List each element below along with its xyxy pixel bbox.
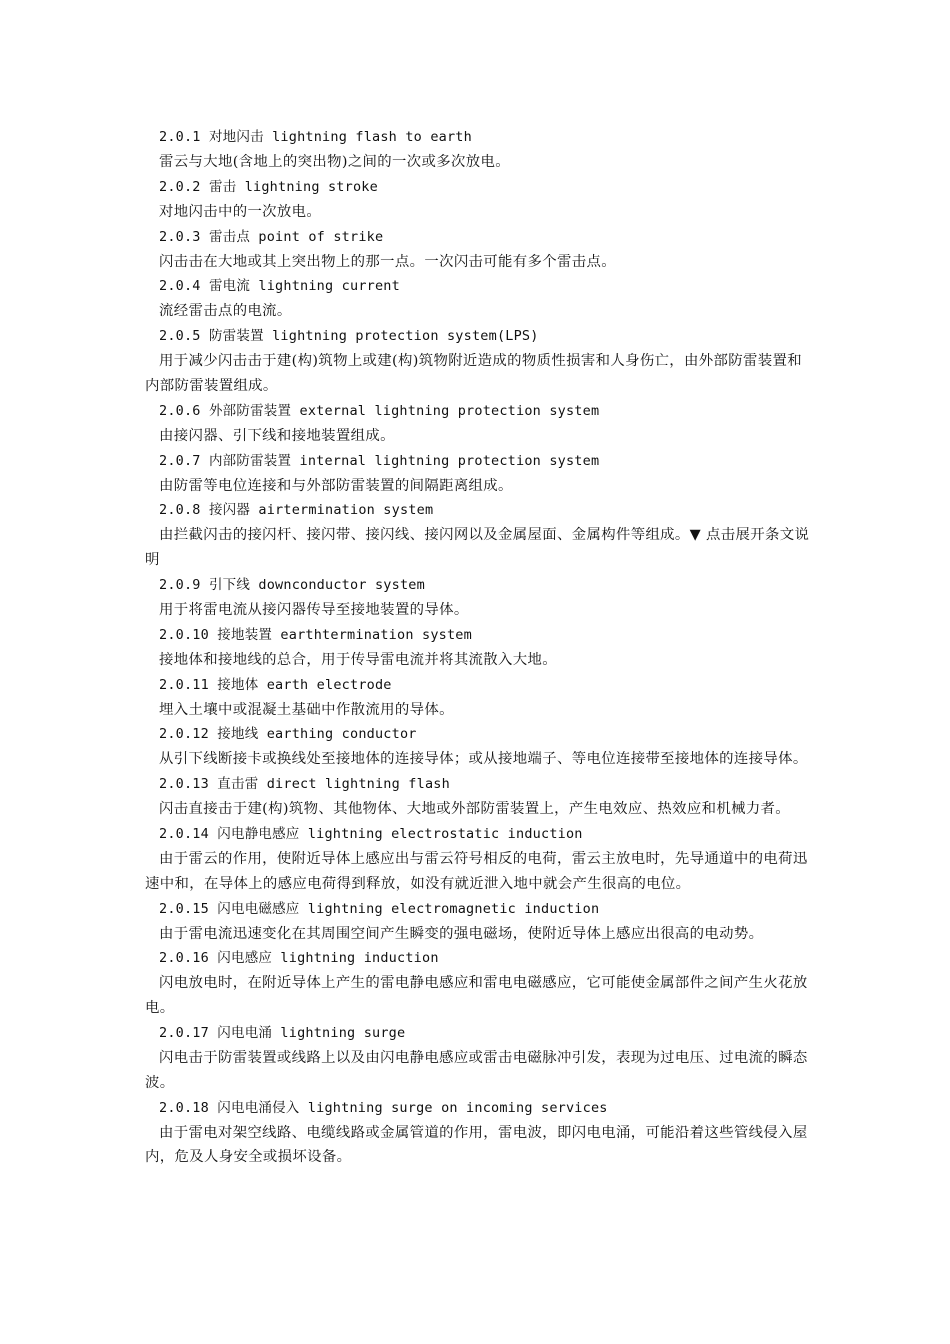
- entry-2-0-17: [145, 1021, 815, 1096]
- term-definition: 由于雷电流迅速变化在其周围空间产生瞬变的强电磁场，使附近导体上感应出很高的电动势。: [159, 925, 764, 942]
- term-definition: 由于雷电对架空线路、电缆线路或金属管道的作用，雷电波，即闪电电涌，可能沿着这些管线侵入屋内，危及人身安全或损坏设备。: [145, 1124, 808, 1166]
- term-definition: 对地闪击中的一次放电。: [159, 203, 322, 220]
- entry-2-0-5: [145, 324, 815, 399]
- term-definition: 闪电击于防雷装置或线路上以及由闪电静电感应或雷击电磁脉冲引发，表现为过电压、过电流的瞬态波。: [145, 1049, 808, 1091]
- term-definition: 用于将雷电流从接闪器传导至接地装置的导体。: [159, 601, 469, 618]
- term-heading: 2.0.14 闪电静电感应 lightning electrostatic induction: [159, 825, 583, 842]
- term-heading: 2.0.16 闪电感应 lightning induction: [159, 950, 439, 967]
- term-heading: 2.0.6 外部防雷装置 external lightning protection system: [159, 402, 600, 419]
- term-heading: 2.0.13 直击雷 direct lightning flash: [159, 776, 450, 793]
- term-definition: 接地体和接地线的总合，用于传导雷电流并将其流散入大地。: [159, 651, 557, 668]
- term-definition: 由防雷等电位连接和与外部防雷装置的间隔距离组成。: [159, 477, 513, 494]
- term-heading: 2.0.10 接地装置 earthtermination system: [159, 626, 472, 643]
- term-definition[interactable]: 由拦截闪击的接闪杆、接闪带、接闪线、接闪网以及金属屋面、金属构件等组成。▼ 点击展开条文说明: [145, 527, 810, 569]
- term-definition: 闪击击在大地或其上突出物上的那一点。一次闪击可能有多个雷击点。: [159, 253, 616, 270]
- term-definition: 由于雷云的作用，使附近导体上感应出与雷云符号相反的电荷，雷云主放电时，先导通道中的电荷迅速中和，在导体上的感应电荷得到释放，如没有就近泄入地中就会产生很高的电位。: [145, 850, 808, 892]
- term-heading: 2.0.18 闪电电涌侵入 lightning surge on incoming services: [159, 1099, 608, 1116]
- entry-2-0-18: [145, 1096, 815, 1171]
- term-definition: 埋入土壤中或混凝土基础中作散流用的导体。: [159, 701, 454, 718]
- entry-2-0-15: [145, 897, 815, 947]
- entry-2-0-3: [145, 225, 815, 275]
- entry-2-0-14: [145, 822, 815, 897]
- term-heading: 2.0.2 雷击 lightning stroke: [159, 178, 378, 195]
- term-heading: 2.0.17 闪电电涌 lightning surge: [159, 1024, 406, 1041]
- entry-2-0-6: [145, 399, 815, 449]
- entry-2-0-4: [145, 274, 815, 324]
- entry-2-0-8: [145, 498, 815, 573]
- term-definition: 闪击直接击于建(构)筑物、其他物体、大地或外部防雷装置上，产生电效应、热效应和机械力者。: [159, 801, 791, 818]
- term-heading: 2.0.4 雷电流 lightning current: [159, 278, 400, 295]
- document-body: [145, 125, 815, 1170]
- term-heading: 2.0.5 防雷装置 lightning protection system(LPS): [159, 328, 539, 345]
- term-heading: 2.0.15 闪电电磁感应 lightning electromagnetic induction: [159, 900, 600, 917]
- term-definition: 流经雷击点的电流。: [159, 303, 292, 320]
- term-definition: 由接闪器、引下线和接地装置组成。: [159, 427, 395, 444]
- entry-2-0-13: [145, 772, 815, 822]
- term-definition: 雷云与大地(含地上的突出物)之间的一次或多次放电。: [159, 154, 510, 170]
- entry-2-0-1: [145, 125, 815, 175]
- term-definition: 用于减少闪击击于建(构)筑物上或建(构)筑物附近造成的物质性损害和人身伤亡，由外部防雷装置和内部防雷装置组成。: [145, 353, 802, 394]
- entry-2-0-12: [145, 722, 815, 772]
- term-heading: 2.0.3 雷击点 point of strike: [159, 228, 384, 245]
- term-definition: 闪电放电时，在附近导体上产生的雷电静电感应和雷电电磁感应，它可能使金属部件之间产生火花放电。: [145, 975, 808, 1017]
- entry-2-0-11: [145, 673, 815, 723]
- term-heading: 2.0.12 接地线 earthing conductor: [159, 726, 417, 743]
- entry-2-0-2: [145, 175, 815, 225]
- term-definition: 从引下线断接卡或换线处至接地体的连接导体；或从接地端子、等电位连接带至接地体的连接导体。: [159, 751, 808, 768]
- term-heading: 2.0.7 内部防雷装置 internal lightning protection system: [159, 452, 600, 469]
- entry-2-0-7: [145, 449, 815, 499]
- entry-2-0-16: [145, 946, 815, 1021]
- entry-2-0-9: [145, 573, 815, 623]
- term-heading: 2.0.11 接地体 earth electrode: [159, 676, 392, 693]
- term-heading: 2.0.9 引下线 downconductor system: [159, 576, 425, 593]
- term-heading: 2.0.1 对地闪击 lightning flash to earth: [159, 129, 472, 145]
- entry-2-0-10: [145, 623, 815, 673]
- term-heading: 2.0.8 接闪器 airtermination system: [159, 502, 434, 519]
